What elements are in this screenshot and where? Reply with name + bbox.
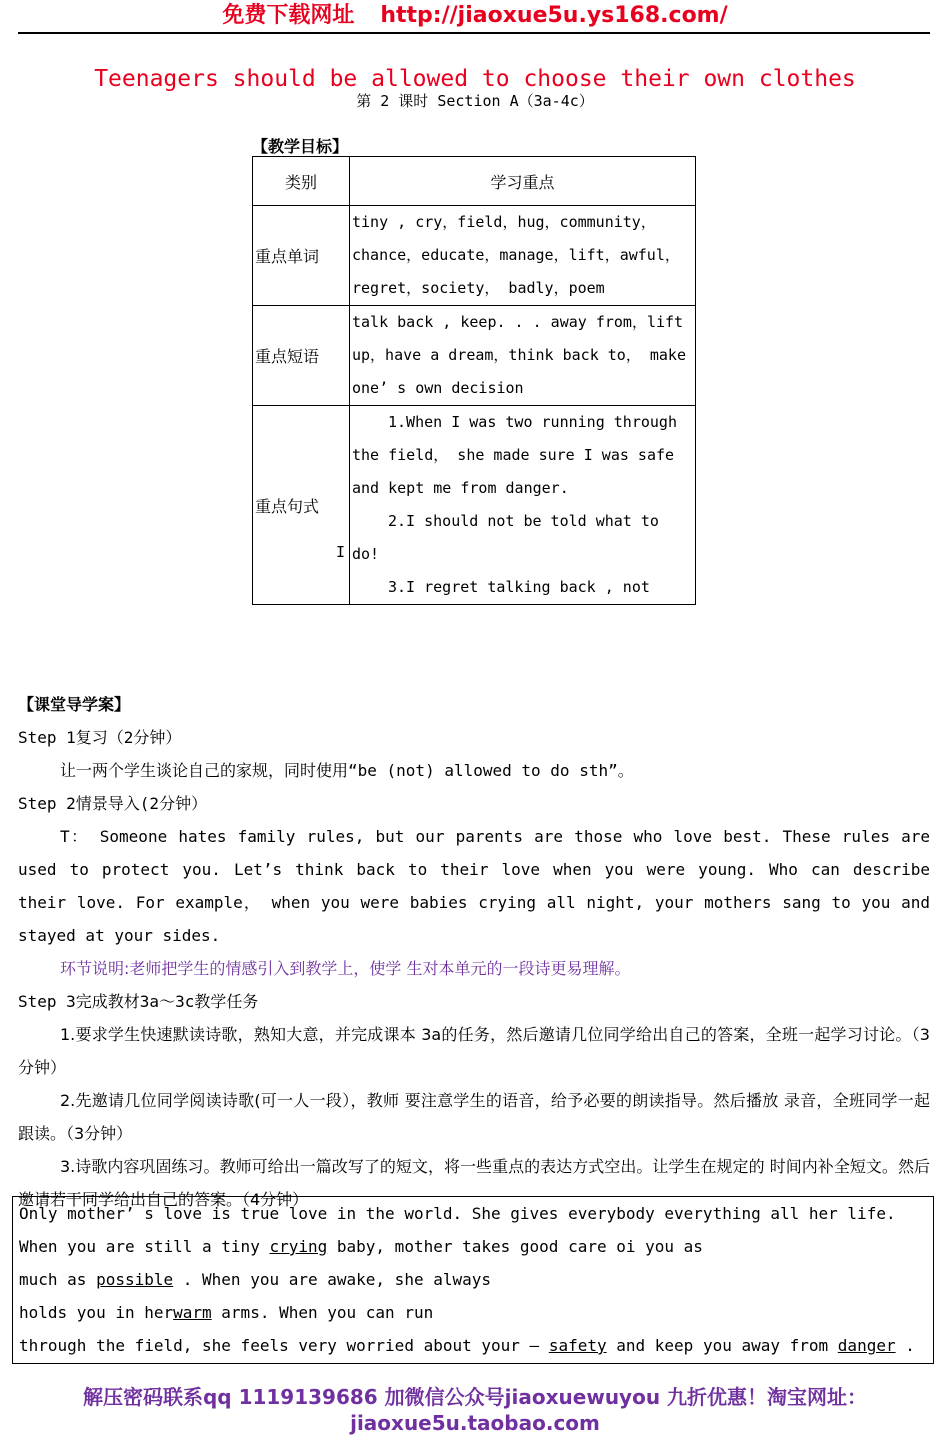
footer-shop-link[interactable]: jiaoxue5u.taobao.com [350, 1411, 600, 1435]
content-line: do! [352, 545, 380, 563]
objectives-table [252, 156, 696, 605]
step3-heading: Step 3完成教材3a〜3c教学任务 [18, 992, 259, 1011]
passage-text: arms. When you can run [211, 1303, 434, 1322]
content-line: one’ s own decision [352, 379, 524, 397]
section-note: 环节说明:老师把学生的情感引入到教学上，使学 生对本单元的一段诗更易理解。 [60, 959, 631, 978]
content-cell [350, 406, 696, 605]
passage-line [19, 1263, 933, 1296]
content-line: the field， she made sure I was safe [352, 446, 675, 464]
content-line: 3.I regret talking back , not [388, 578, 650, 596]
content-line: 1.When I was two running through [388, 413, 677, 431]
content-cell [350, 206, 696, 306]
step2-text: T： Someone hates family rules, but our parents are those who love best. These rules are used to protect you. Let’s think back to their love when you were young. Who can describe their love. For example， when you were babies crying all night, your mothers sang to you and stayed at your sides. [18, 827, 931, 945]
lesson-section [18, 688, 930, 1216]
content-line: talk back , keep. . . away from，lift [352, 313, 684, 331]
category-cell: 重点单词 [253, 206, 350, 306]
table-row [253, 206, 696, 306]
download-banner [0, 0, 950, 36]
table-row [253, 306, 696, 406]
content-line: and kept me from danger. [352, 479, 569, 497]
passage-text: holds you in her [19, 1303, 174, 1322]
content-cell [350, 306, 696, 406]
content-line: 2.I should not be told what to [388, 512, 659, 530]
task1-text: 1.要求学生快速默读诗歌，熟知大意，并完成课本 3a的任务，然后邀请几位同学给出自己的答案，全班一起学习讨论。（3分钟） [18, 1025, 930, 1077]
content-line: chance，educate，manage，lift，awful， [352, 246, 680, 264]
category-cell: 重点短语 [253, 306, 350, 406]
task3-text: 3.诗歌内容巩固练习。教师可给出一篇改写了的短文，将一些重点的表达方式空出。让学生在规定的 时间内补全短文。然后邀请若干同学给出自己的答案。（4分钟） [18, 1157, 930, 1209]
step1-heading: Step 1复习（2分钟） [18, 728, 182, 747]
step1-text: 让一两个学生谈论自己的家规，同时使用“be (not) allowed to do sth”。 [60, 761, 634, 780]
col-focus-header: 学习重点 [350, 157, 696, 206]
passage-text: baby, mother takes good care oi you as [327, 1237, 703, 1256]
download-url-link[interactable]: http://jiaoxue5u.ys168.com/ [380, 3, 728, 28]
passage-line [19, 1230, 933, 1263]
blank-answer: possible [96, 1270, 174, 1289]
content-line: tiny , cry，field，hug，community， [352, 213, 656, 231]
footer-contact-line: 解压密码联系qq 1119139686 加微信公众号jiaoxuewuyou 九折优惠！淘宝网址： [82, 1385, 868, 1409]
passage-text: through the field, she feels very worried about your — [19, 1336, 549, 1355]
passage-text: much as [19, 1270, 97, 1289]
blank-answer: safety [548, 1336, 607, 1355]
passage-box [12, 1196, 934, 1364]
table-header-row [253, 157, 696, 206]
task2-text: 2.先邀请几位同学阅读诗歌(可一人一段），教师 要注意学生的语音，给予必要的朗读指导。然后播放 录音，全班同学一起跟读。（3分钟） [18, 1091, 930, 1143]
passage-line [19, 1296, 933, 1329]
passage-text: . When you are awake, she always [173, 1270, 492, 1289]
blank-answer: warm [173, 1303, 212, 1322]
blank-answer: crying [269, 1237, 328, 1256]
table-row [253, 406, 696, 605]
contact-footer [0, 1384, 950, 1436]
passage-line: Only mother’ s love is true love in the world. She gives everybody everything all her life. [19, 1204, 896, 1223]
objectives-heading: 【教学目标】 [252, 137, 349, 156]
lesson-heading: 【课堂导学案】 [18, 695, 131, 714]
page-title: Teenagers should be allowed to choose their own clothes [94, 66, 856, 92]
passage-text: . [895, 1336, 915, 1355]
passage-text: and keep you away from [606, 1336, 838, 1355]
step2-heading: Step 2情景导入(2分钟） [18, 794, 208, 813]
passage-line [19, 1329, 933, 1362]
col-category-header: 类别 [253, 157, 350, 206]
content-line: regret，society， badly，poem [352, 279, 605, 297]
page-subtitle: 第 2 课时 Section A（3a-4c） [356, 92, 594, 110]
download-label: 免费下载网址 [222, 3, 355, 28]
blank-answer: danger [837, 1336, 896, 1355]
content-line: up，have a dream，think back to， make [352, 346, 686, 364]
stray-mark: I [336, 543, 346, 561]
header-divider [18, 32, 930, 34]
category-cell: 重点句式 [253, 406, 350, 605]
passage-text: When you are still a tiny [19, 1237, 270, 1256]
